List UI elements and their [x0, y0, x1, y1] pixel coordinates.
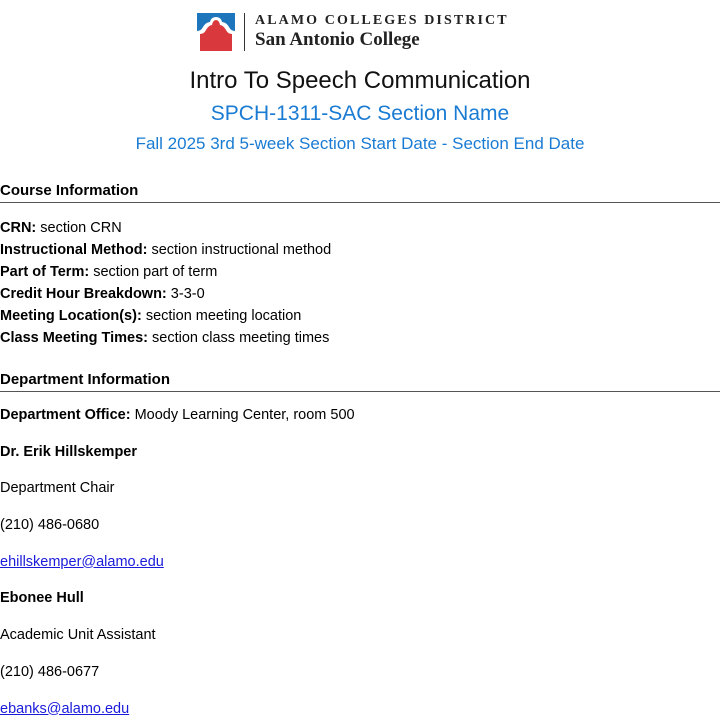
- field-value: 3-3-0: [170, 286, 205, 302]
- department-information: [0, 405, 720, 720]
- contact-title: Academic Unit Assistant: [0, 627, 156, 644]
- part-of-term-field: [0, 261, 720, 283]
- course-information-heading: Course Information: [0, 182, 720, 203]
- course-code: SPCH-1311-SAC Section Name: [210, 102, 510, 125]
- mission-arch-icon: [197, 13, 235, 51]
- field-value: section meeting location: [145, 308, 302, 324]
- logo-divider: [244, 13, 245, 51]
- field-label: Class Meeting Times:: [0, 330, 149, 346]
- meeting-times-field: [0, 327, 720, 349]
- field-value: section CRN: [40, 220, 122, 236]
- contact-name: Ebonee Hull: [0, 590, 84, 607]
- contact-name: Dr. Erik Hillskemper: [0, 443, 138, 460]
- field-label: Instructional Method:: [0, 242, 148, 258]
- contact-email-row: [0, 699, 720, 720]
- office-value: Moody Learning Center, room 500: [134, 407, 355, 423]
- logo-text: [255, 13, 509, 51]
- field-value: section class meeting times: [152, 330, 330, 346]
- field-label: CRN:: [0, 220, 37, 236]
- meeting-location-field: [0, 305, 720, 327]
- course-title: Intro To Speech Communication: [189, 67, 531, 94]
- college-logo: [197, 12, 509, 52]
- course-information-list: [0, 217, 720, 349]
- contact-email-link[interactable]: ehillskemper@alamo.edu: [0, 553, 164, 570]
- office-label: Department Office:: [0, 407, 131, 423]
- contact-email-row: [0, 552, 720, 589]
- department-office: [0, 405, 720, 442]
- instructional-method-field: [0, 239, 720, 261]
- field-label: Part of Term:: [0, 264, 90, 280]
- field-value: section part of term: [93, 264, 218, 280]
- department-information-heading: Department Information: [0, 371, 720, 392]
- course-term: Fall 2025 3rd 5-week Section Start Date - Section End Date: [135, 134, 585, 153]
- contact-email-link[interactable]: ebanks@alamo.edu: [0, 700, 130, 717]
- logo-district-name: ALAMO COLLEGES DISTRICT: [255, 13, 509, 28]
- contact-phone: (210) 486-0677: [0, 663, 100, 680]
- crn-field: [0, 217, 720, 239]
- contact-title: Department Chair: [0, 480, 115, 497]
- credit-hour-field: [0, 283, 720, 305]
- field-label: Credit Hour Breakdown:: [0, 286, 167, 302]
- contact-phone: (210) 486-0680: [0, 517, 100, 534]
- field-value: section instructional method: [151, 242, 332, 258]
- field-label: Meeting Location(s):: [0, 308, 142, 324]
- logo-college-name: San Antonio College: [255, 29, 420, 50]
